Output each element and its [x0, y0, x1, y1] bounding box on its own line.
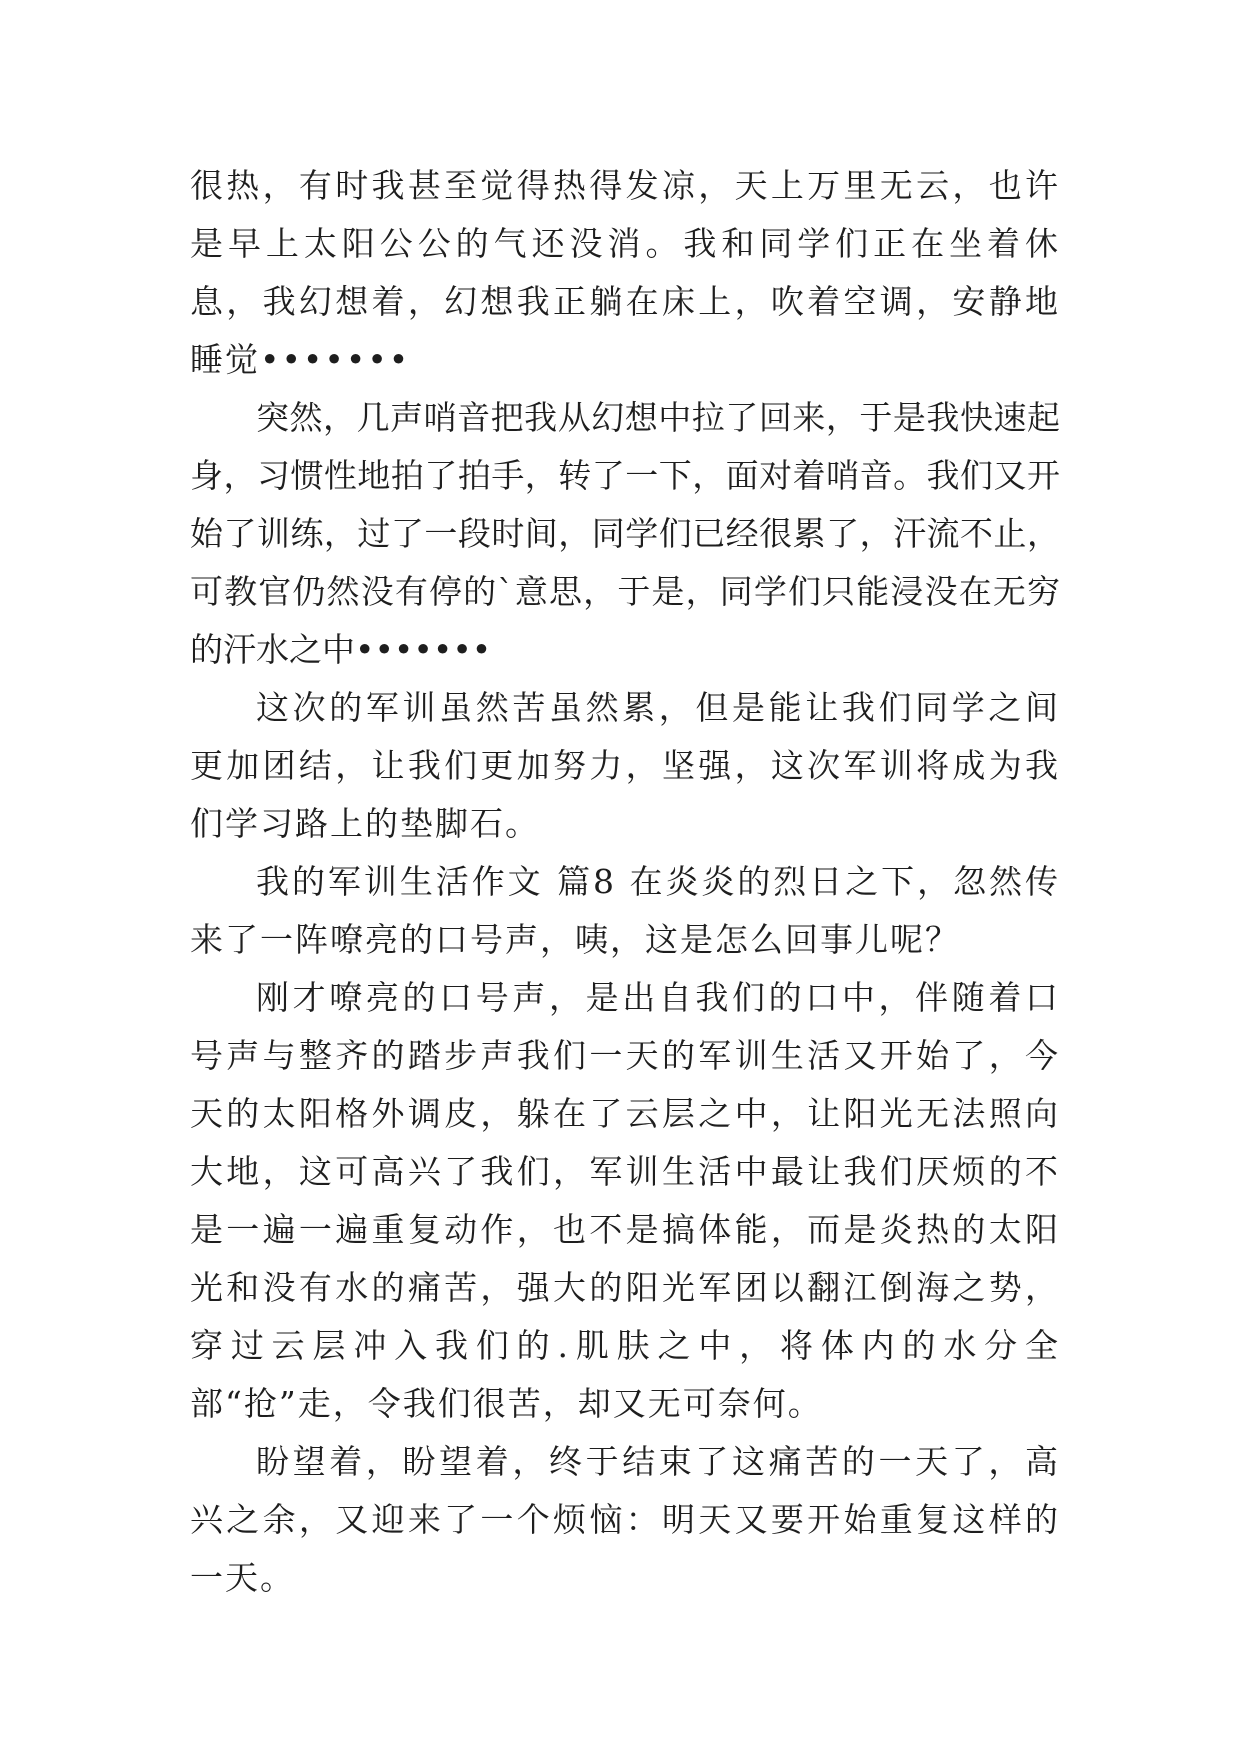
paragraph: 盼望着，盼望着，终于结束了这痛苦的一天了，高兴之余，又迎来了一个烦恼：明天又要开始重复这样的一天。	[190, 1442, 1060, 1597]
paragraph: 刚才嘹亮的口号声，是出自我们的口中，伴随着口号声与整齐的踏步声我们一天的军训生活又开始了，今天的太阳格外调皮，躲在了云层之中，让阳光无法照向大地，这可高兴了我们，军训生活中最让我们厌烦的不是一遍一遍重复动作，也不是搞体能，而是炎热的太阳光和没有水的痛苦，强大的阳光军团以翻江倒海之势，穿过云层冲入我们的.肌肤之中，将体内的水分全部“抢”走，令我们很苦，却又无可奈何。	[190, 978, 1060, 1423]
paragraph-continuation: 很热，有时我甚至觉得热得发凉，天上万里无云，也许是早上太阳公公的气还没消。我和同学们正在坐着休息，我幻想着，幻想我正躺在床上，吹着空调，安静地睡觉•••••••	[190, 166, 1060, 379]
paragraph: 突然，几声哨音把我从幻想中拉了回来，于是我快速起身，习惯性地拍了拍手，转了一下，面对着哨音。我们又开始了训练，过了一段时间，同学们已经很累了，汗流不止，可教官仍然没有停的`意思，于是，同学们只能浸没在无穷的汗水之中•••••••	[190, 398, 1060, 669]
essay-heading-paragraph: 我的军训生活作文 篇8 在炎炎的烈日之下，忽然传来了一阵嘹亮的口号声，咦，这是怎么回事儿呢？	[190, 862, 1060, 959]
paragraph: 这次的军训虽然苦虽然累，但是能让我们同学之间更加团结，让我们更加努力，坚强，这次军训将成为我们学习路上的垫脚石。	[190, 688, 1060, 843]
document-body	[190, 157, 1060, 1607]
